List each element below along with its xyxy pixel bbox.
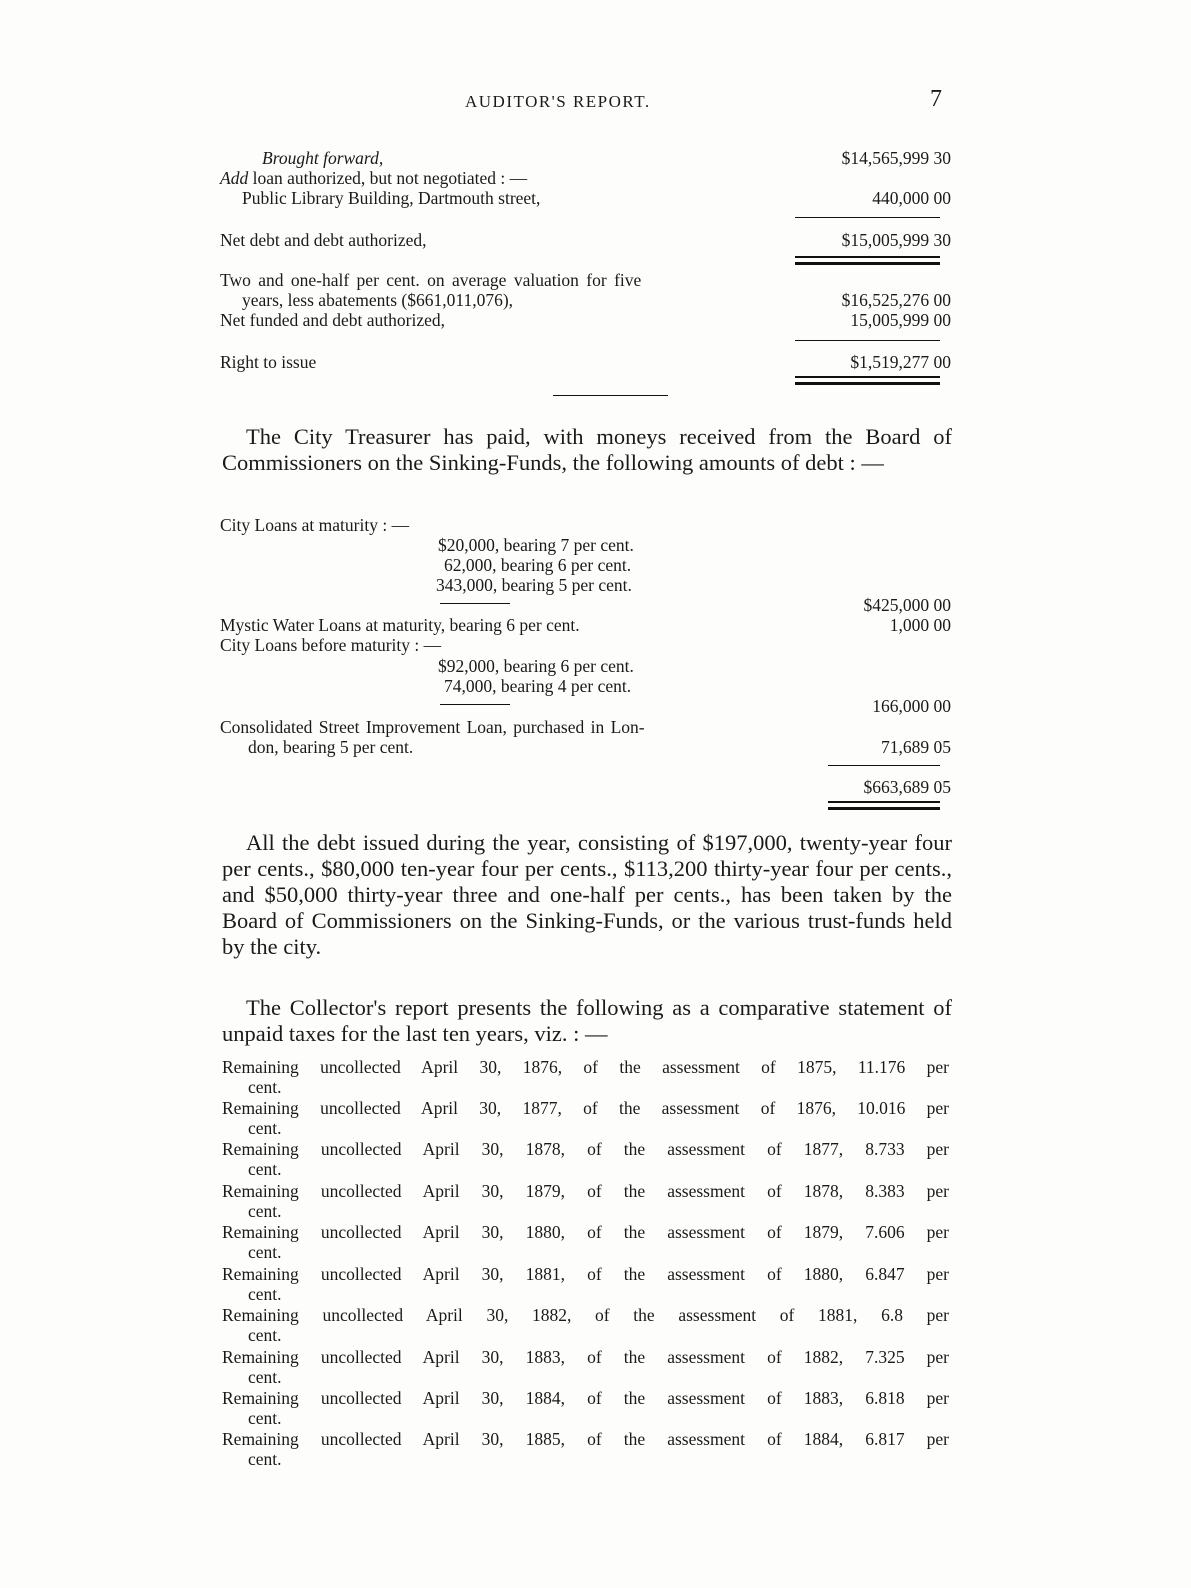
mystic-water-label: Mystic Water Loans at maturity, bearing 6 per cent. [220,615,580,635]
unpaid-tax-continuation: cent. [248,1367,282,1387]
unpaid-tax-continuation: cent. [248,1449,282,1469]
net-debt-label: Net debt and debt authorized, [220,230,427,250]
net-debt-value: $15,005,999 30 [841,230,951,250]
unpaid-tax-continuation: cent. [248,1284,282,1304]
double-rule [828,801,940,810]
city-loans-before-label: City Loans before maturity : — [220,635,442,655]
collector-paragraph: The Collector's report presents the following as a comparative statement of unpaid taxes for the last ten years, viz. : — [222,995,952,1046]
loan-item: $92,000, bearing 6 per cent. [438,656,634,676]
unpaid-tax-continuation: cent. [248,1118,282,1138]
unpaid-tax-continuation: cent. [248,1408,282,1428]
subtotal-rule [795,217,940,218]
consolidated-line-2: don, bearing 5 per cent. [248,737,414,757]
valuation-line-1: Two and one-half per cent. on average valuation for five [220,270,642,290]
loan-item: 74,000, bearing 4 per cent. [444,676,632,696]
city-before-total: 166,000 00 [872,696,951,716]
valuation-line-2: years, less abatements ($661,011,076), [242,290,514,310]
unpaid-tax-entry: Remaining uncollected April 30, 1885, of the assessment of 1884, 6.817 per [222,1429,949,1449]
unpaid-tax-continuation: cent. [248,1077,282,1097]
unpaid-tax-entry: Remaining uncollected April 30, 1884, of the assessment of 1883, 6.818 per [222,1388,949,1408]
city-maturity-total: $425,000 00 [863,595,951,615]
unpaid-tax-entry: Remaining uncollected April 30, 1880, of the assessment of 1879, 7.606 per [222,1222,949,1242]
net-funded-label: Net funded and debt authorized, [220,310,445,330]
section-divider [553,395,668,396]
page-number: 7 [930,86,942,112]
unpaid-tax-entry: Remaining uncollected April 30, 1877, of the assessment of 1876, 10.016 per [222,1098,949,1118]
debt-issued-paragraph: All the debt issued during the year, consisting of $197,000, twenty-year four per cents., $80,000 ten-year four per cents., $113,200 thirty-year four per cents., and $50,000 thirty-year three and one-half per cents., has been taken by the Board of Commissioners on the Sinking-Funds, or the various trust-funds held by the city. [222,830,952,959]
loan-item: 62,000, bearing 6 per cent. [444,555,632,575]
unpaid-tax-entry: Remaining uncollected April 30, 1882, of the assessment of 1881, 6.8 per [222,1305,949,1325]
unpaid-tax-entry: Remaining uncollected April 30, 1878, of the assessment of 1877, 8.733 per [222,1139,949,1159]
library-label: Public Library Building, Dartmouth street, [242,188,541,208]
mystic-water-value: 1,000 00 [889,615,951,635]
loans-grand-total: $663,689 05 [863,777,951,797]
treasurer-paragraph: The City Treasurer has paid, with moneys received from the Board of Commissioners on the Sinking-Funds, the following amounts of debt : — [222,424,952,475]
add-loan-label: Add loan authorized, but not negotiated : — [220,168,528,188]
double-rule [795,256,940,265]
net-funded-value: 15,005,999 00 [850,310,951,330]
unpaid-tax-entry: Remaining uncollected April 30, 1883, of the assessment of 1882, 7.325 per [222,1347,949,1367]
brought-forward-value: $14,565,999 30 [841,148,951,168]
subtotal-rule [440,603,510,604]
unpaid-tax-entry: Remaining uncollected April 30, 1876, of the assessment of 1875, 11.176 per [222,1057,949,1077]
right-to-issue-label: Right to issue [220,352,317,372]
city-loans-maturity-label: City Loans at maturity : — [220,515,410,535]
consolidated-line-1: Consolidated Street Improvement Loan, purchased in Lon- [220,717,645,737]
brought-forward-label: Brought forward, [262,148,384,168]
loan-item: 343,000, bearing 5 per cent. [436,575,632,595]
unpaid-tax-continuation: cent. [248,1242,282,1262]
unpaid-tax-entry: Remaining uncollected April 30, 1881, of the assessment of 1880, 6.847 per [222,1264,949,1284]
unpaid-tax-continuation: cent. [248,1325,282,1345]
subtotal-rule [440,704,510,705]
valuation-value: $16,525,276 00 [841,290,951,310]
library-value: 440,000 00 [872,188,951,208]
double-rule [795,376,940,385]
subtotal-rule [828,765,940,766]
right-to-issue-value: $1,519,277 00 [850,352,951,372]
unpaid-tax-continuation: cent. [248,1159,282,1179]
loan-item: $20,000, bearing 7 per cent. [438,535,634,555]
unpaid-tax-entry: Remaining uncollected April 30, 1879, of the assessment of 1878, 8.383 per [222,1181,949,1201]
unpaid-tax-continuation: cent. [248,1201,282,1221]
consolidated-value: 71,689 05 [881,737,951,757]
running-header: AUDITOR'S REPORT. [465,92,651,111]
subtotal-rule [795,340,940,341]
